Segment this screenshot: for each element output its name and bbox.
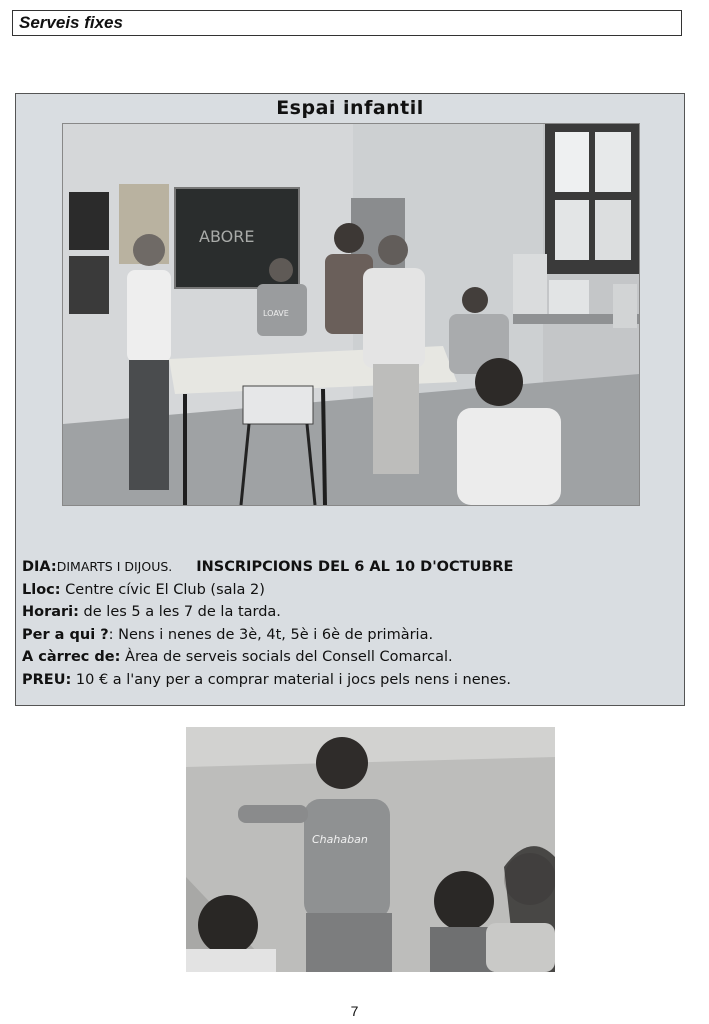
row-lloc [22,579,682,602]
shirt-text: LOAVE [263,309,289,318]
preu-label: PREU: [22,671,72,688]
row-dia [22,556,682,579]
boy-shirt-text: Chahaban [312,833,368,846]
classroom-photo-image [63,124,639,505]
info-block [22,556,682,691]
carrec-value: Àrea de serveis socials del Consell Comarcal. [120,649,453,665]
horari-value: de les 5 a les 7 de la tarda. [78,604,281,620]
panel-title: Espai infantil [276,97,424,119]
espai-infantil-panel [15,93,685,706]
blackboard-text: ABORE [199,227,255,246]
page-number: 7 [350,1003,359,1019]
row-per-a-qui [22,624,682,647]
row-horari [22,601,682,624]
children-playing-image [186,727,555,972]
horari-label: Horari: [22,604,79,620]
per-a-qui-value: : Nens i nenes de 3è, 4t, 5è i 6è de primària. [108,626,434,643]
dia-value: DIMARTS I DIJOUS. [56,559,173,574]
inscripcions-text: INSCRIPCIONS DEL 6 AL 10 D'OCTUBRE [196,559,514,575]
lloc-value: Centre cívic El Club (sala 2) [60,581,265,598]
preu-value: 10 € a l'any per a comprar material i jocs pels nens i nenes. [71,671,511,688]
row-preu [22,669,682,692]
dia-label: DIA: [22,559,57,575]
section-title: Serveis fixes [19,13,123,32]
carrec-label: A càrrec de: [22,649,121,665]
lloc-label: Lloc: [22,581,61,598]
classroom-photo [62,123,640,506]
per-a-qui-label: Per a qui ? [22,626,109,643]
section-header [12,10,682,36]
child-left [127,234,171,490]
children-playing-photo [186,727,555,972]
row-carrec [22,646,682,669]
